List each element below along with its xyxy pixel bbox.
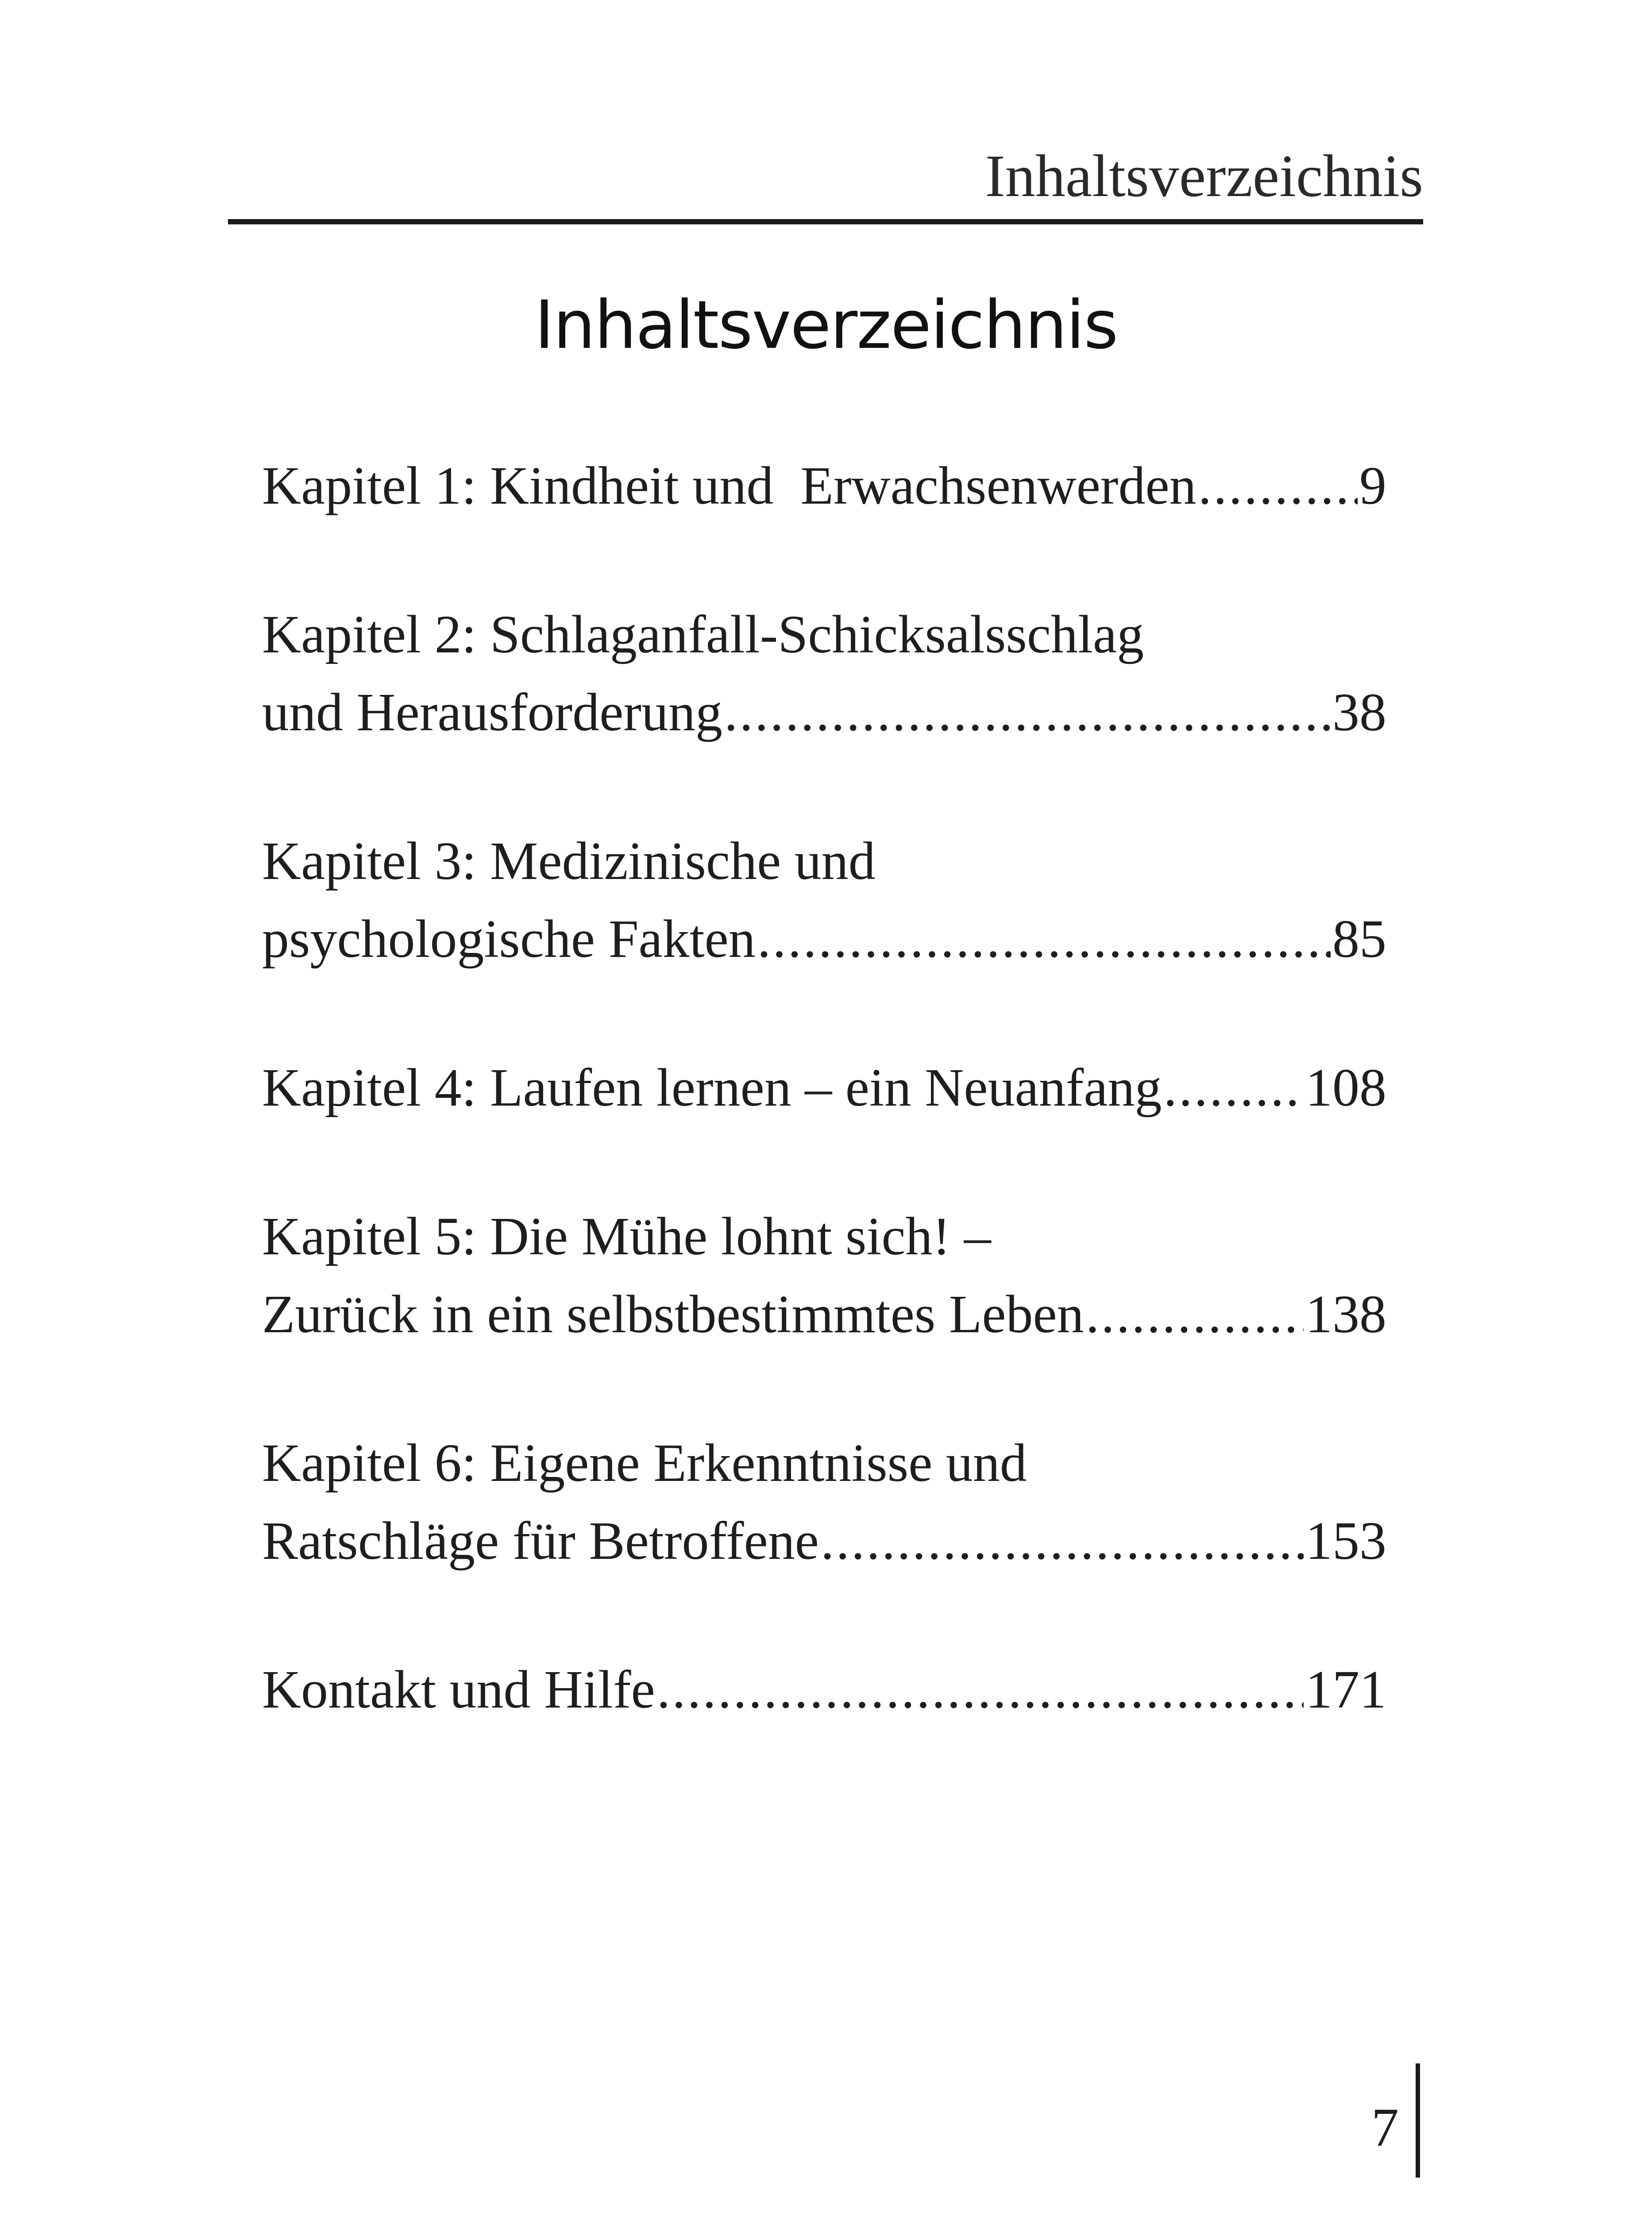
dot-leader [1163, 1049, 1304, 1127]
toc-entry-title: Kapitel 4: Laufen lernen – ein Neuanfang [262, 1058, 1162, 1118]
dot-leader [1198, 447, 1358, 525]
toc-entry-chapter-2[interactable] [262, 596, 1386, 752]
toc-page-number: 9 [1359, 456, 1386, 516]
table-of-contents [262, 447, 1386, 1729]
toc-entry-chapter-1[interactable] [262, 447, 1386, 525]
toc-entry-title: Kapitel 1: Kindheit und Erwachsenwerden [262, 456, 1197, 516]
toc-entry-title-continued: und Herausforderung [262, 682, 723, 742]
toc-entry-chapter-4[interactable] [262, 1049, 1386, 1127]
dot-leader [657, 1651, 1304, 1729]
toc-entry-title: Kapitel 5: Die Mühe lohnt sich! – [262, 1207, 991, 1266]
toc-entry-chapter-5[interactable] [262, 1198, 1386, 1353]
toc-entry-title: Kapitel 6: Eigene Erkenntnisse und [262, 1433, 1027, 1493]
toc-entry-chapter-3[interactable] [262, 822, 1386, 978]
toc-entry-title: Kapitel 2: Schlaganfall-Schicksalsschlag [262, 605, 1144, 664]
dot-leader [724, 674, 1331, 752]
toc-entry-title: Kontakt und Hilfe [262, 1660, 655, 1720]
toc-entry-title-continued: Ratschläge für Betroffene [262, 1511, 819, 1571]
toc-entry-chapter-6[interactable] [262, 1424, 1386, 1580]
toc-page-number: 138 [1305, 1284, 1386, 1344]
toc-entry-title: Kapitel 3: Medizinische und [262, 831, 876, 891]
header-rule [228, 219, 1423, 224]
page-number: 7 [1371, 2097, 1399, 2158]
dot-leader [757, 900, 1331, 978]
dot-leader [821, 1502, 1304, 1580]
dot-leader [1086, 1276, 1304, 1353]
toc-page-number: 108 [1305, 1058, 1386, 1118]
toc-page-number: 153 [1305, 1511, 1386, 1571]
toc-page-number: 85 [1332, 909, 1386, 969]
toc-entry-title-continued: psychologische Fakten [262, 909, 756, 969]
toc-entry-contact[interactable] [262, 1651, 1386, 1729]
running-header: Inhaltsverzeichnis [985, 143, 1423, 209]
toc-entry-title-continued: Zurück in ein selbstbestimmtes Leben [262, 1284, 1084, 1344]
toc-page-number: 171 [1305, 1660, 1386, 1720]
page-number-rule [1416, 2063, 1420, 2178]
page-title: Inhaltsverzeichnis [534, 287, 1118, 364]
toc-page-number: 38 [1332, 682, 1386, 742]
